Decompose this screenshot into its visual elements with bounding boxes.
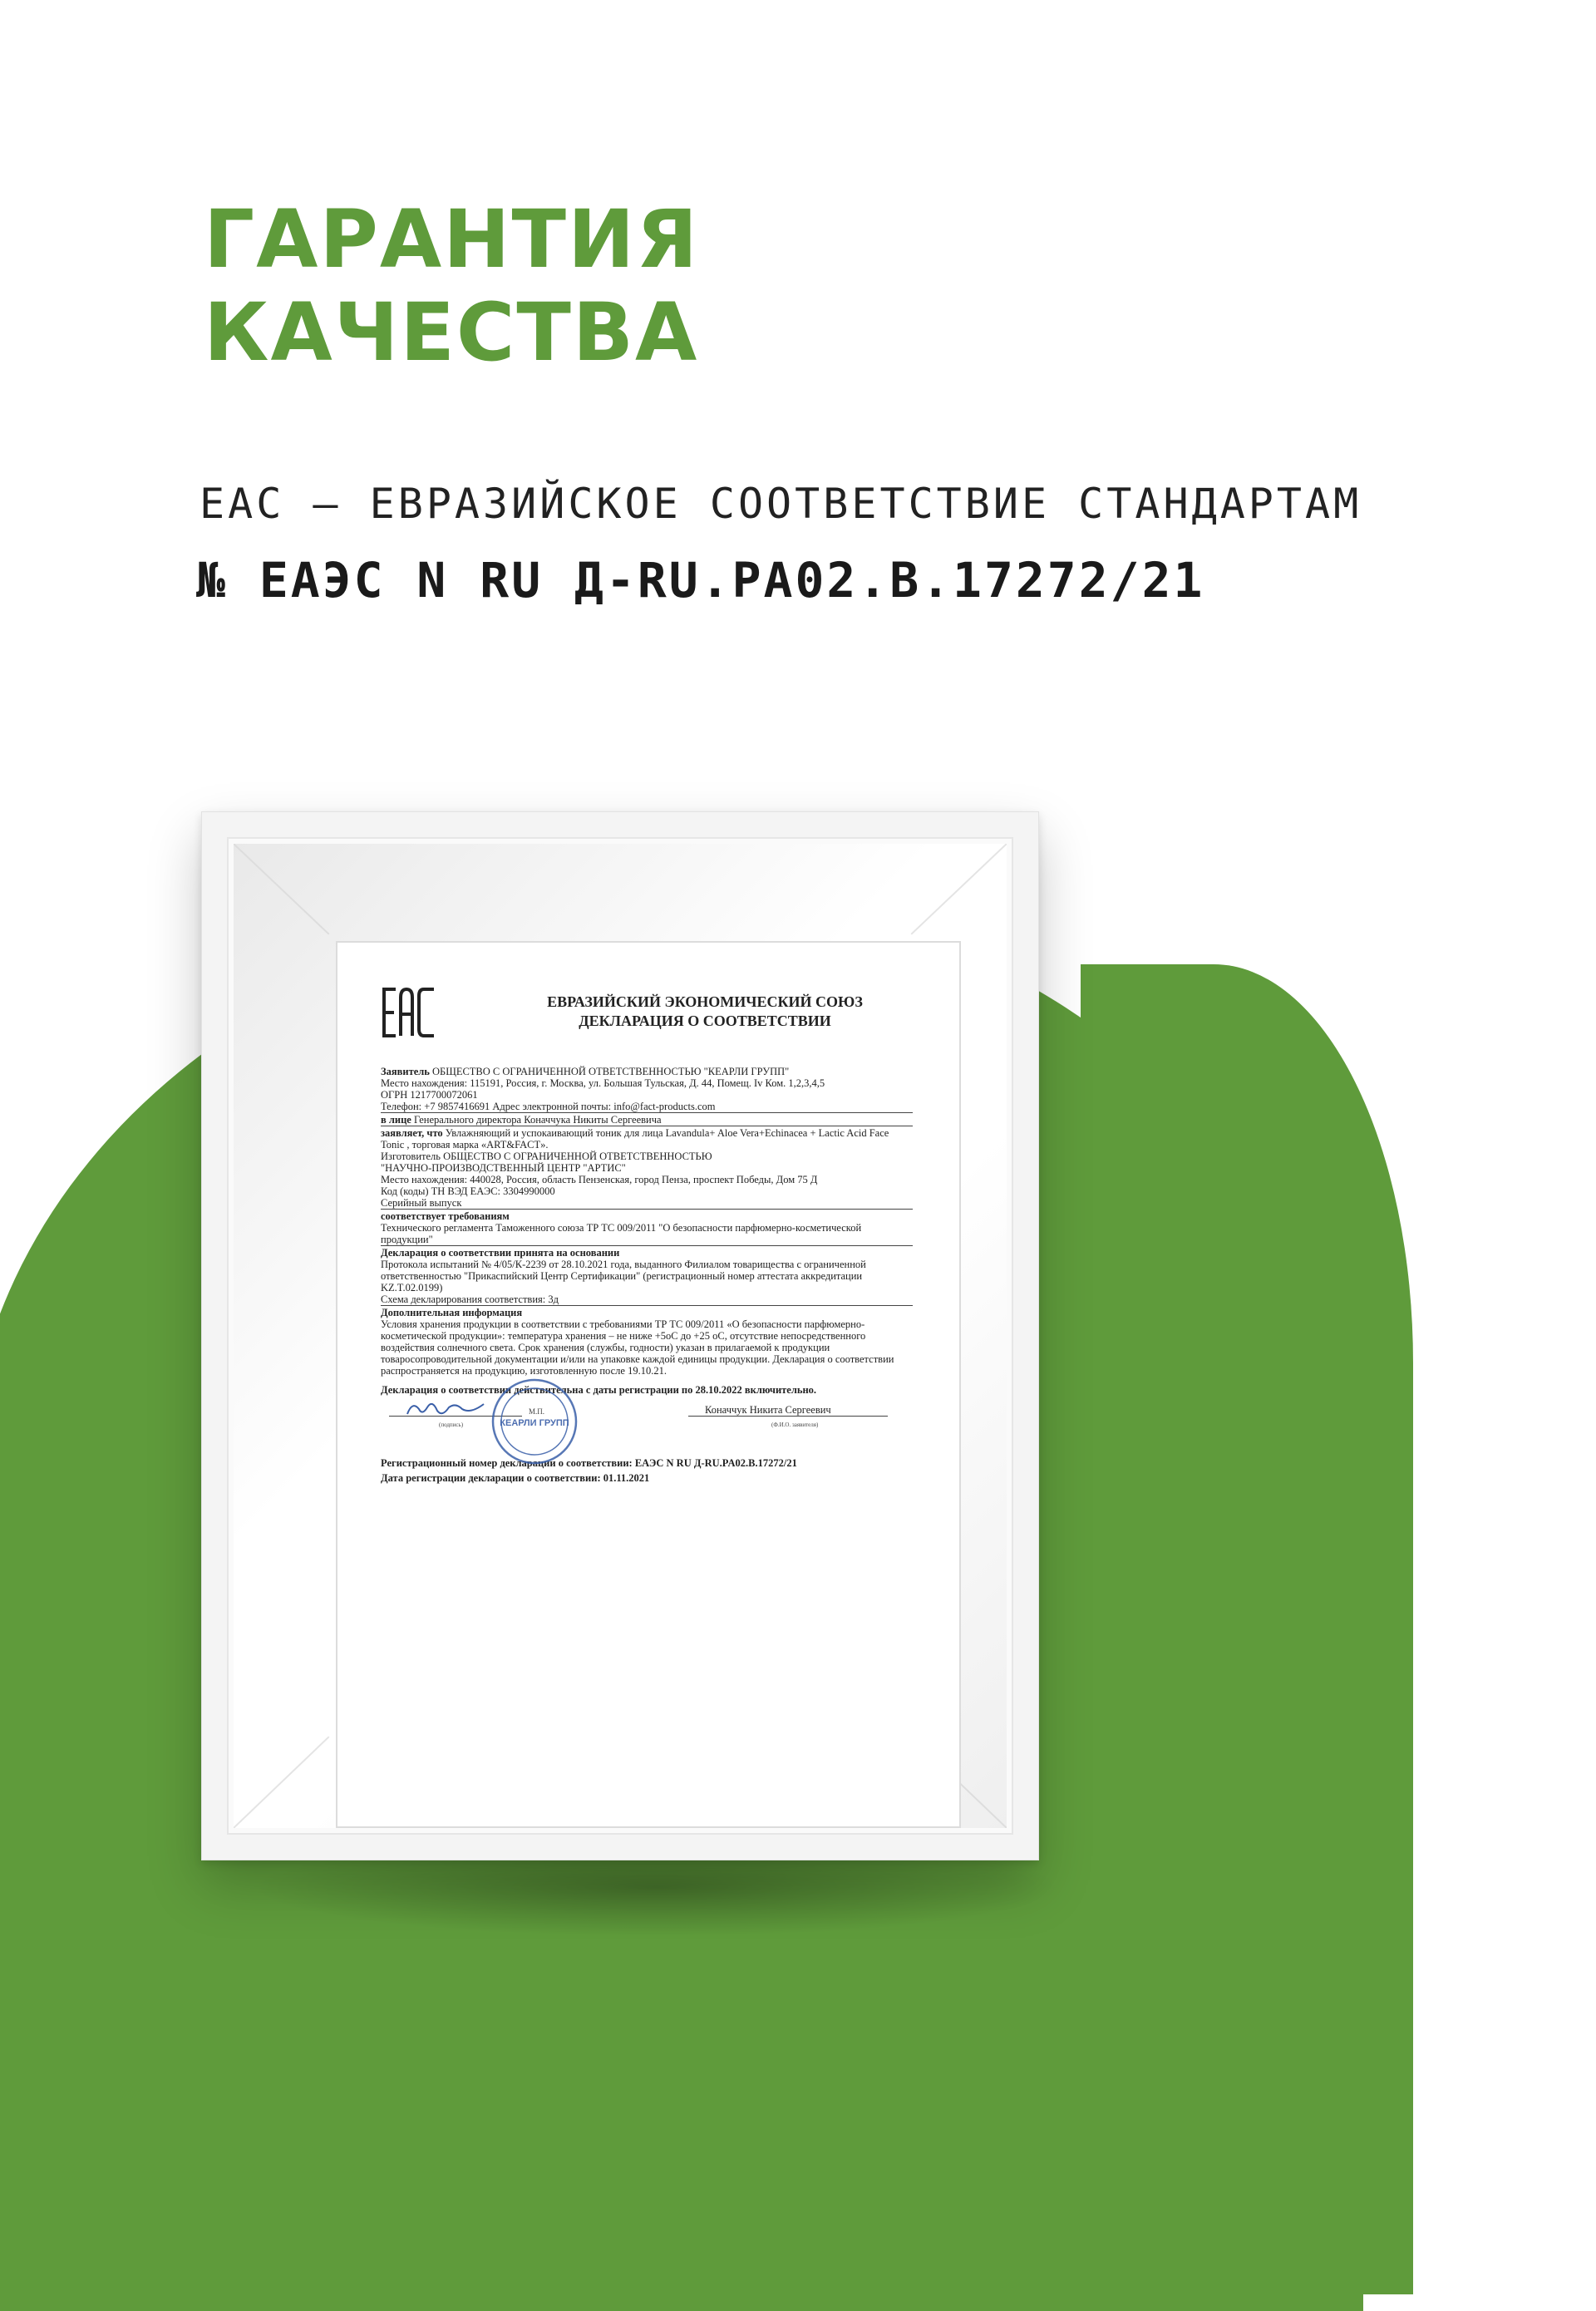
manufacturer-location: Место нахождения: 440028, Россия, область Пензенская, город Пенза, проспект Победы, Дом 75 Д [381, 1174, 818, 1185]
ogrn: ОГРН 1217700072061 [381, 1089, 478, 1101]
signature-caption: (подпись) [439, 1422, 464, 1428]
declaration-scheme: Схема декларирования соответствия: 3д [381, 1293, 559, 1305]
basis-value: Протокола испытаний № 4/05/К-2239 от 28.10.2021 года, выданного Филиалом товарищества с ограниченной ответственностью "Прикаспийский Центр Сертификации" (регистрационный номер аттестата аккредитации KZ.T.02.0199) [381, 1259, 866, 1293]
applicant-value: ОБЩЕСТВО С ОГРАНИЧЕННОЙ ОТВЕТСТВЕННОСТЬЮ "КЕАРЛИ ГРУПП" [432, 1066, 790, 1077]
document-header [381, 986, 921, 1052]
signature-block [381, 1402, 913, 1452]
additional-info-value: Условия хранения продукции в соответствии с требованиями ТР ТС 009/2011 «О безопасности парфюмерно-косметической продукции»: температура хранения – не ниже +5оС до +25 оС, отсутствие непосредственного воздействия солнечного света. Срок хранения (службы, годности) указан в прилагаемой к продукции товаросопроводительной документации и/или на упаковке каждой единицы продукции. Декларация о соответствии распространяется на продукцию, изготовленную после 19.10.21. [381, 1318, 894, 1377]
basis-label: Декларация о соответствии принята на основании [381, 1245, 913, 1259]
conforms-value: Технического регламента Таможенного союза ТР ТС 009/2011 "О безопасности парфюмерно-косметической продукции" [381, 1222, 862, 1245]
declares-value: Увлажняющий и успокаивающий тоник для лица Lavandula+ Aloe Vera+Echinacea + Lactic Acid Face Tonic , торговая марка «ART&FACT». [381, 1127, 889, 1151]
serial-production: Серийный выпуск [381, 1197, 462, 1209]
document-title-line-2: ДЕКЛАРАЦИЯ О СООТВЕТСТВИИ [579, 1013, 831, 1029]
represented-row [381, 1112, 913, 1126]
manufacturer-line-1: Изготовитель ОБЩЕСТВО С ОГРАНИЧЕННОЙ ОТВЕТСТВЕННОСТЬЮ [381, 1151, 712, 1162]
registration-date: Дата регистрации декларации о соответствии: 01.11.2021 [381, 1472, 650, 1484]
represented-value: Генерального директора Коначчука Никиты Сергеевича [413, 1114, 662, 1126]
document-title-line-1: ЕВРАЗИЙСКИЙ ЭКОНОМИЧЕСКИЙ СОЮЗ [547, 993, 863, 1010]
document-title [489, 993, 921, 1031]
registration-number: Регистрационный номер декларации о соответствии: ЕАЭС N RU Д-RU.PA02.B.17272/21 [381, 1457, 797, 1469]
eac-logo-icon [381, 986, 439, 1039]
signer-name: Коначчук Никита Сергеевич [705, 1404, 831, 1416]
conforms-label: соответствует требованиям [381, 1209, 913, 1222]
name-caption: (Ф.И.О. заявителя) [771, 1422, 819, 1428]
additional-info-label: Дополнительная информация [381, 1305, 913, 1318]
declares-label: заявляет, что [381, 1127, 443, 1139]
certificate-number: № ЕАЭС N RU Д-RU.РА02.В.17272/21 [196, 552, 1205, 609]
applicant-location: Место нахождения: 115191, Россия, г. Москва, ул. Большая Тульская, Д. 44, Помещ. Iv Ком. 1,2,3,4,5 [381, 1077, 825, 1089]
manufacturer-line-2: "НАУЧНО-ПРОИЗВОДСТВЕННЫЙ ЦЕНТР "АРТИС" [381, 1162, 626, 1174]
document-body [381, 1066, 913, 1484]
picture-frame [201, 811, 1039, 1860]
frame-border [227, 837, 1013, 1835]
page-headline [204, 193, 699, 379]
applicant-row [381, 1066, 913, 1077]
eac-subtitle: EAC – ЕВРАЗИЙСКОЕ СООТВЕТСТВИЕ СТАНДАРТАМ [200, 480, 1362, 528]
applicant-label: Заявитель [381, 1066, 430, 1077]
declaration-document [336, 941, 961, 1828]
represented-label: в лице [381, 1114, 411, 1126]
stamp-text: КЕАРЛИ ГРУПП [500, 1418, 569, 1428]
headline-line-1: ГАРАНТИЯ [204, 193, 700, 286]
contact-info: Телефон: +7 9857416691 Адрес электронной почты: info@fact-products.com [381, 1101, 716, 1112]
mp-mark: М.П. [529, 1407, 545, 1416]
validity-statement: Декларация о соответствии действительна с даты регистрации по 28.10.2022 включительно. [381, 1384, 817, 1396]
declares-row [381, 1126, 913, 1151]
name-line [688, 1416, 888, 1417]
headline-line-2: КАЧЕСТВА [204, 286, 699, 379]
company-stamp-icon [489, 1376, 580, 1467]
tnved-code: Код (коды) ТН ВЭД ЕАЭС: 3304990000 [381, 1185, 555, 1197]
frame-mat [234, 844, 1007, 1828]
